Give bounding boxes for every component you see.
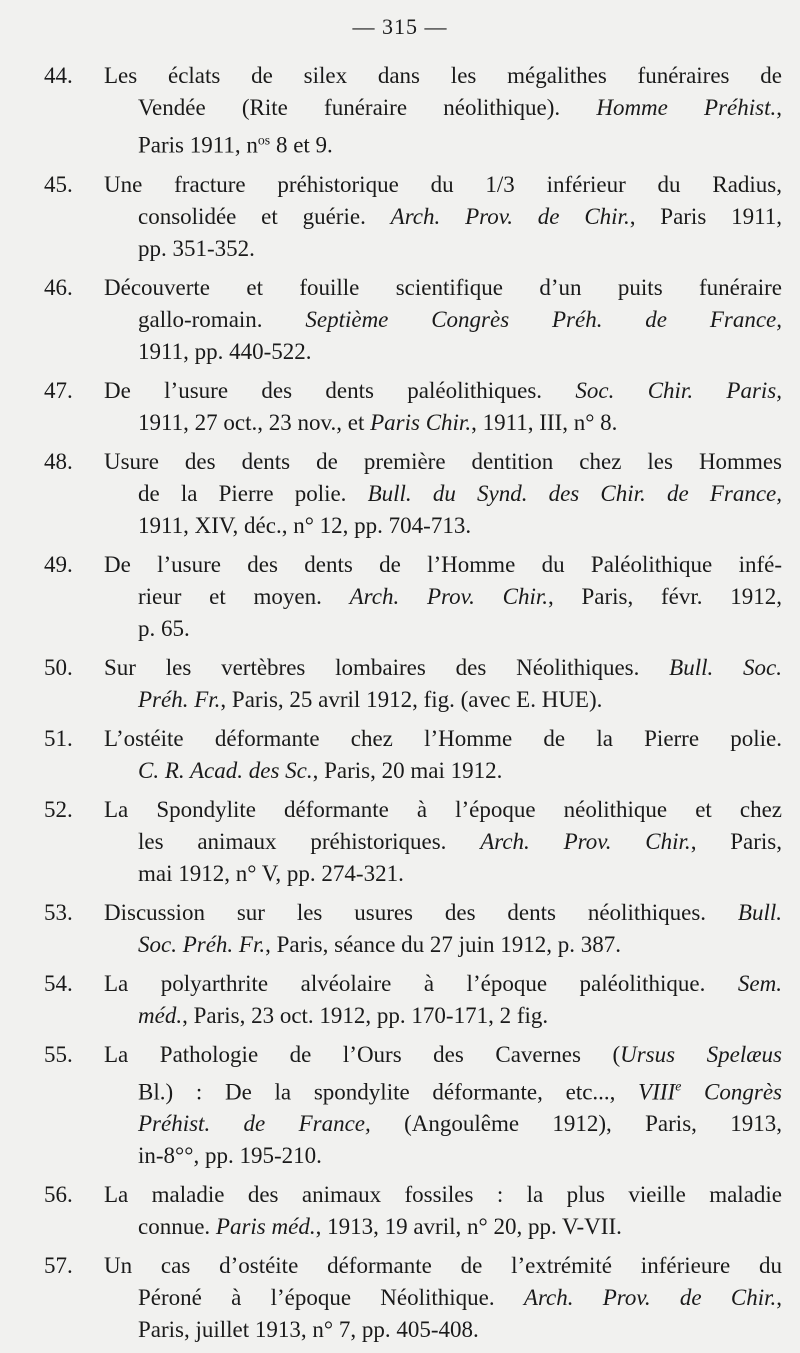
entry-line bbox=[104, 1071, 782, 1109]
entry-line bbox=[104, 1314, 782, 1346]
entry-line bbox=[104, 549, 782, 581]
bibliography-entry bbox=[44, 375, 784, 439]
journal-title: Arch. Prov. de Chir. bbox=[523, 1285, 777, 1311]
text-segment bbox=[258, 133, 270, 158]
entry-text bbox=[104, 549, 782, 645]
text-segment: De l’usure des dents paléolithiques. bbox=[104, 377, 576, 403]
entry-line bbox=[104, 826, 782, 858]
entry-line bbox=[104, 1140, 782, 1172]
journal-title: Bull. Soc. bbox=[669, 654, 782, 680]
text-segment: 1911, XIV, déc., n° 12, pp. 704-713. bbox=[138, 512, 472, 538]
text-segment: Discussion sur les usures des dents néolithiques. bbox=[104, 899, 738, 925]
journal-title: Préh. Fr. bbox=[138, 686, 221, 712]
entry-line bbox=[104, 169, 782, 201]
entry-line bbox=[104, 375, 782, 407]
entry-text bbox=[104, 652, 782, 716]
journal-title: Arch. Prov. Chir. bbox=[349, 583, 548, 609]
entry-line bbox=[104, 723, 782, 755]
bibliography-list bbox=[44, 60, 784, 1353]
entry-line bbox=[104, 272, 782, 304]
text-segment: , Paris, 20 mai 1912. bbox=[312, 757, 503, 783]
text-segment: , Paris, bbox=[690, 828, 782, 854]
text-segment: Une fracture préhistorique du 1/3 inférieur du Radius, bbox=[104, 171, 782, 197]
text-segment: 8 et 9. bbox=[270, 132, 333, 158]
entry-line bbox=[104, 684, 782, 716]
journal-title: Paris Chir. bbox=[370, 409, 472, 435]
text-segment: (Angoulême 1912), Paris, 1913, bbox=[370, 1111, 782, 1137]
entry-number: 54. bbox=[44, 970, 73, 996]
entry-line bbox=[104, 581, 782, 613]
entry-number: 46. bbox=[44, 274, 73, 300]
superscript: e bbox=[675, 1078, 682, 1094]
entry-text bbox=[104, 375, 782, 439]
bibliography-entry bbox=[44, 169, 784, 265]
entry-number: 45. bbox=[44, 171, 73, 197]
text-segment: La maladie des animaux fossiles : la plus vieille maladie bbox=[104, 1182, 782, 1208]
entry-number: 53. bbox=[44, 899, 73, 925]
entry-line bbox=[104, 652, 782, 684]
entry-number: 55. bbox=[44, 1041, 73, 1067]
text-segment: les animaux préhistoriques. bbox=[138, 828, 481, 854]
bibliography-entry bbox=[44, 1179, 784, 1243]
entry-line bbox=[104, 233, 782, 265]
journal-title: Ursus Spelæus bbox=[620, 1041, 782, 1067]
text-segment: Bl.) : De la spondylite déformante, etc..., bbox=[138, 1079, 639, 1105]
journal-title: méd. bbox=[138, 1002, 183, 1028]
text-segment: Sur les vertèbres lombaires des Néolithiques. bbox=[104, 654, 670, 680]
journal-title: Bull. du Synd. des Chir. de France, bbox=[367, 480, 782, 506]
entry-text bbox=[104, 723, 782, 787]
text-segment: de la Pierre polie. bbox=[138, 480, 368, 506]
entry-number: 57. bbox=[44, 1253, 73, 1279]
superscript: os bbox=[257, 132, 271, 147]
entry-line bbox=[104, 929, 782, 961]
text-segment: Paris, juillet 1913, n° 7, pp. 405-408. bbox=[138, 1317, 479, 1343]
text-segment: p. 65. bbox=[138, 615, 190, 641]
journal-title: Préhist. de France, bbox=[138, 1111, 371, 1137]
entry-line bbox=[104, 1250, 782, 1282]
text-segment: 1911, pp. 440-522. bbox=[138, 338, 312, 364]
journal-title: VIII bbox=[638, 1079, 676, 1105]
entry-line bbox=[104, 124, 782, 162]
bibliography-entry bbox=[44, 723, 784, 787]
entry-text bbox=[104, 897, 782, 961]
entry-text bbox=[104, 1179, 782, 1243]
text-segment: Usure des dents de première dentition chez les Hommes bbox=[104, 448, 782, 474]
text-segment: 1911, 27 oct., 23 nov., et bbox=[138, 409, 371, 435]
entry-line bbox=[104, 407, 782, 439]
bibliography-entry bbox=[44, 794, 784, 890]
bibliography-entry bbox=[44, 652, 784, 716]
text-segment: , Paris, séance du 27 juin 1912, p. 387. bbox=[265, 931, 621, 957]
text-segment: , Paris, 25 avril 1912, fig. (avec E. HUE). bbox=[220, 686, 603, 712]
entry-number: 47. bbox=[44, 377, 73, 403]
journal-title: Arch. Prov. de Chir. bbox=[390, 203, 630, 229]
text-segment: , bbox=[776, 95, 782, 120]
journal-title: C. R. Acad. des Sc. bbox=[138, 757, 313, 783]
entry-line bbox=[104, 755, 782, 787]
text-segment: L’ostéite déformante chez l’Homme de la Pierre polie. bbox=[104, 725, 782, 751]
entry-text bbox=[104, 794, 782, 890]
text-segment: mai 1912, n° V, pp. 274-321. bbox=[138, 860, 404, 886]
bibliography-entry bbox=[44, 60, 784, 162]
text-segment: Les éclats de silex dans les mégalithes funéraires de bbox=[104, 63, 782, 88]
entry-number: 49. bbox=[44, 551, 73, 577]
entry-line bbox=[104, 1179, 782, 1211]
entry-line bbox=[104, 92, 782, 124]
text-segment: connue. bbox=[138, 1214, 216, 1240]
text-segment: La polyarthrite alvéolaire à l’époque paléolithique. bbox=[104, 970, 738, 996]
journal-title: Septième Congrès Préh. de France, bbox=[305, 306, 782, 332]
text-segment: pp. 351-352. bbox=[138, 235, 255, 261]
entry-line bbox=[104, 446, 782, 478]
entry-text bbox=[104, 1039, 782, 1173]
entry-line bbox=[104, 897, 782, 929]
journal-title: Homme Préhist. bbox=[596, 95, 777, 120]
entry-text bbox=[104, 446, 782, 542]
entry-line bbox=[104, 336, 782, 368]
journal-title: Sem. bbox=[737, 970, 782, 996]
entry-line bbox=[104, 201, 782, 233]
text-segment: , 1911, III, n° 8. bbox=[471, 409, 618, 435]
entry-line bbox=[104, 304, 782, 336]
entry-line bbox=[104, 1282, 782, 1314]
text-segment: , 1913, 19 avril, n° 20, pp. V-VII. bbox=[315, 1214, 622, 1240]
entry-text bbox=[104, 60, 782, 162]
entry-text bbox=[104, 968, 782, 1032]
text-segment: , Paris, 23 oct. 1912, pp. 170-171, 2 fig. bbox=[182, 1002, 549, 1028]
entry-number: 51. bbox=[44, 725, 73, 751]
journal-title: Arch. Prov. Chir. bbox=[480, 828, 691, 854]
entry-line bbox=[104, 613, 782, 645]
text-segment: Péroné à l’époque Néolithique. bbox=[138, 1285, 524, 1311]
text-segment: La Spondylite déformante à l’époque néolithique et chez bbox=[104, 796, 782, 822]
entry-line bbox=[104, 1000, 782, 1032]
bibliography-entry bbox=[44, 968, 784, 1032]
text-segment: Vendée (Rite funéraire néolithique). bbox=[138, 95, 597, 120]
entry-line bbox=[104, 1039, 782, 1071]
journal-title: Bull. bbox=[737, 899, 782, 925]
text-segment: De l’usure des dents de l’Homme du Paléolithique infé- bbox=[104, 551, 782, 577]
text-segment: Découverte et fouille scientifique d’un puits funéraire bbox=[104, 274, 782, 300]
entry-number: 52. bbox=[44, 796, 73, 822]
page-number: — 315 — bbox=[352, 14, 448, 39]
bibliography-entry bbox=[44, 446, 784, 542]
bibliography-entry bbox=[44, 272, 784, 368]
journal-title: Soc. Chir. Paris, bbox=[575, 377, 783, 403]
text-segment: Paris 1911, n bbox=[138, 132, 258, 158]
entry-number: 48. bbox=[44, 448, 73, 474]
entry-text bbox=[104, 272, 782, 368]
text-segment: consolidée et guérie. bbox=[138, 203, 391, 229]
entry-text bbox=[104, 169, 782, 265]
entry-text bbox=[104, 1250, 782, 1346]
journal-title: Congrès bbox=[681, 1079, 783, 1105]
entry-line bbox=[104, 968, 782, 1000]
text-segment: La Pathologie de l’Ours des Cavernes ( bbox=[104, 1041, 621, 1067]
text-segment: , Paris, févr. 1912, bbox=[548, 583, 782, 609]
entry-number: 56. bbox=[44, 1182, 73, 1208]
bibliography-entry bbox=[44, 897, 784, 961]
bibliography-entry bbox=[44, 549, 784, 645]
text-segment: , bbox=[776, 1285, 782, 1311]
journal-title: Soc. Préh. Fr. bbox=[138, 931, 266, 957]
bibliography-entry bbox=[44, 1039, 784, 1173]
text-segment: in-8°°, pp. 195-210. bbox=[138, 1143, 322, 1169]
text-segment: , Paris 1911, bbox=[629, 203, 782, 229]
entry-number: 44. bbox=[44, 63, 73, 88]
entry-line bbox=[104, 794, 782, 826]
entry-line bbox=[104, 478, 782, 510]
entry-line bbox=[104, 60, 782, 92]
text-segment: gallo-romain. bbox=[138, 306, 306, 332]
entry-line bbox=[104, 510, 782, 542]
text-segment: Un cas d’ostéite déformante de l’extrémité inférieure du bbox=[104, 1253, 782, 1279]
entry-line bbox=[104, 858, 782, 890]
entry-line bbox=[104, 1211, 782, 1243]
entry-line bbox=[104, 1108, 782, 1140]
text-segment: rieur et moyen. bbox=[138, 583, 350, 609]
entry-number: 50. bbox=[44, 654, 73, 680]
journal-title: Paris méd. bbox=[215, 1214, 316, 1240]
bibliography-entry bbox=[44, 1250, 784, 1346]
